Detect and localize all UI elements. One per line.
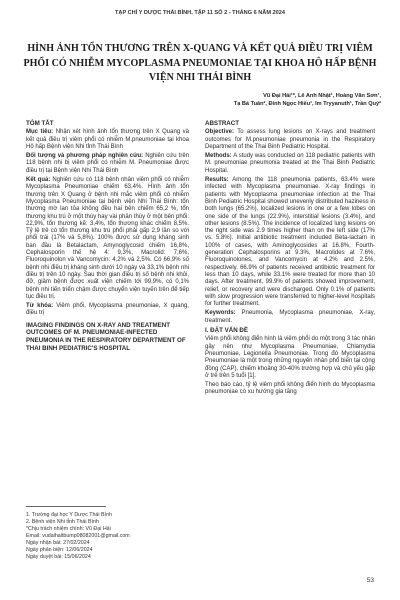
objective-paragraph xyxy=(26,129,189,151)
author-list xyxy=(175,93,381,108)
left-column xyxy=(26,120,189,352)
objective-text: Nhận xét hình ảnh tổn thương trên X Quang và kết quả điều trị viêm phổi có nhiễm M.pneumoniae tại khoa Hô hấp Bệnh viện Nhi tỉnh Thái Bình xyxy=(26,129,189,150)
results-label: Kết quả: xyxy=(26,177,51,184)
journal-header: TẠP CHÍ Y DƯỢC THÁI BÌNH, TẬP 11 SỐ 2 - THÁNG 6 NĂM 2024 xyxy=(114,10,285,16)
footnote: *Chịu trách nhiệm chính: Vũ Đại Hải xyxy=(26,526,111,532)
footnote: Email: vudaihaitbump08082001@gmail.com xyxy=(26,533,130,539)
intro-paragraph: Viêm phổi không điển hình là viêm phổi do một trong 3 tác nhân gây nên như Mycoplasma Pneumoniae, Chlamydia Pneumoniae, Legionella Pneumoniae. Trong đó Mycoplasma Pneumoniae là một trong những nguyên nhân phổ biến tại cộng đồng (CAP), chiếm khoảng 30-40% trường hợp và chủ yếu gặp ở trẻ trên 5 tuổi [1]. xyxy=(205,336,375,379)
abstract-results xyxy=(205,177,375,308)
footnote: Ngày duyệt bài: 15/06/2024 xyxy=(26,554,91,560)
summary-heading: TÓM TẮT xyxy=(26,120,54,127)
results-text: Nghiên cứu có 118 bệnh nhân viêm phổi có nhiễm Mycoplasma Pneumoniae chiếm 63,4%. Hình ảnh tổn thương trên X Quang ở bệnh nhi mắc viêm phổi có nhiễm Mycoplasma Pneumoniae tại bệnh viện Nhi Thái Bình: tổn thương mờ lan tỏa không đều hai bên chiếm 65,2 %, tổn thương khu trú ở một thùy hay vài phân thùy ở một bên phổi: 22,9%, tổn thương kẽ: 3,4%, tổn thương khác chiếm 8,5%. Tỷ lệ trẻ có tổn thương khu trú phổi phải gấp 2,9 lần so với phổi trái (17% và 5,8%). 100% được sử dụng kháng sinh ban đầu là Betalactam, Amynoglycosid chiếm 16,8%, Cephalosporin thế hệ 4: 9,3%, Macrolid: 7,6%, Fluoroquinolon và Vancomycin: 4,2% và 2,5%. Có 66,9% số bệnh nhi điều trị kháng sinh dưới 10 ngày và 33,1% bệnh nhi điều trị trên 10 ngày. Sau thời gian điều trị số bệnh nhi khỏi, đỡ, giảm bệnh được xuất viện chiếm tới 99,9%, có 0,1% bệnh nhi tiến triển chậm được chuyển viện tuyến trên để tiếp tục điều trị. xyxy=(26,177,190,300)
intro-paragraph: Theo báo cáo, tỷ lệ viêm phổi không điển hình do Mycoplasma pneumoniae có xu hướng gia tăng xyxy=(205,382,375,396)
objective-label: Mục tiêu: xyxy=(26,129,54,136)
abstract-heading: ABSTRACT xyxy=(205,120,240,127)
abstract-results-label: Results: xyxy=(205,177,229,184)
abstract-methods-label: Methods: xyxy=(205,153,232,160)
abstract-objective xyxy=(205,129,375,151)
results-paragraph xyxy=(26,177,189,301)
abstract-methods-text: A study was conducted on 118 pediatric patients with M. pneumoniae pneumonia treated at the Thai Binh Pediatric Hospital. xyxy=(205,153,375,174)
footnotes xyxy=(26,512,189,561)
methods-text: Nghiên cứu trên 118 bệnh nhi bị viêm phổi có nhiễm M. Pneumoniae được điều trị tại Bệnh viện Nhi Thái Bình xyxy=(26,153,189,174)
abstract-keywords-label: Keywords: xyxy=(205,310,236,317)
article-title: HÌNH ẢNH TỔN THƯƠNG TRÊN X-QUANG VÀ KẾT QUẢ ĐIỀU TRỊ VIÊM PHỔI CÓ NHIỄM MYCOPLASMA PNEUMONIAE TẠI KHOA HÔ HẤP BỆNH VIỆN NHI THÁI BÌNH xyxy=(23,43,377,83)
keywords-paragraph xyxy=(26,303,189,318)
abstract-objective-label: Objective: xyxy=(205,129,235,136)
english-title: IMAGING FINDINGS ON X-RAY AND TREATMENT OUTCOMES OF M. PNEUMONIAE-INFECTED PNEUMONIA IN THE RESPIRATORY DEPARTMENT OF THAI BINH PEDIATRIC'S HOSPITAL xyxy=(26,321,186,352)
keywords-label: Từ khóa: xyxy=(26,303,54,310)
abstract-results-text: Among the 118 pneumonia patients, 63.4% were infected with Mycoplasma pneumoniae. X-ray findings in patients with Mycoplasma pneumoniae infection at the Thai Binh Pediatric Hospital showed unevenly distributed haziness in both lungs (65.2%), localized lesions in one or a few lobes on one side of the lungs (22.9%), interstitial lesions (3.4%), and other lesions (8.5%). The incidence of localized lung lesions on the right side was 2.9 times higher than on the left side (17% vs. 5.8%). Initial antibiotic treatment included Beta-lactam in 100% of cases, with Aminoglycosides at 16.8%, Fourth-generation Cephalosporins at 9.3%, Macrolides at 7.6%, Fluoroquinolones, and Vancomycin at 4.2% and 2.5%, respectively. 66.9% of patients received antibiotic treatment for less than 10 days, while 33.1% were treated for more than 10 days. After treatment, 99.9% of patients showed improvement, relief, or recovery and were discharged. Only 0.1% of patients with slow progression were transferred to higher-level hospitals for further treatment. xyxy=(205,177,375,308)
footnote: Ngày phản biện: 12/06/2024 xyxy=(26,547,93,553)
keywords-text: Viêm phổi, Mycoplasma pneumoniae, X quang, điều trị xyxy=(26,303,189,317)
page-number: 53 xyxy=(366,577,374,584)
footnote: 2. Bệnh viện Nhi tỉnh Thái Bình xyxy=(26,519,99,525)
section-heading: I. ĐẶT VẤN ĐỀ xyxy=(205,327,248,335)
methods-paragraph xyxy=(26,153,189,175)
methods-label: Đối tượng và phương pháp nghiên cứu: xyxy=(26,153,144,160)
right-column xyxy=(205,120,375,399)
abstract-objective-text: To assess lung lesions on X-rays and treatment outcomes for M.pneumoniae pneumonia in the Respiratory Department of the Thai Binh Pediatric Hospital. xyxy=(205,129,375,150)
author-line: Tạ Bá Tuân², Đinh Ngọc Hiếu¹, Im Tryyanuth¹, Trần Quý² xyxy=(233,100,381,107)
abstract-keywords-text: Pneumonia, Mycoplasma pneumoniae, X-ray, treatment. xyxy=(205,310,375,324)
footnote: Ngày nhận bài: 27/02/2024 xyxy=(26,540,90,546)
footnote-divider xyxy=(26,506,106,507)
author-line: Vũ Đại Hải¹*, Lê Anh Nhật¹, Hoàng Văn Sơn¹, xyxy=(263,93,381,99)
abstract-methods xyxy=(205,153,375,175)
abstract-keywords xyxy=(205,310,375,325)
footnote: 1. Trường đại học Y Dược Thái Bình xyxy=(26,512,112,518)
